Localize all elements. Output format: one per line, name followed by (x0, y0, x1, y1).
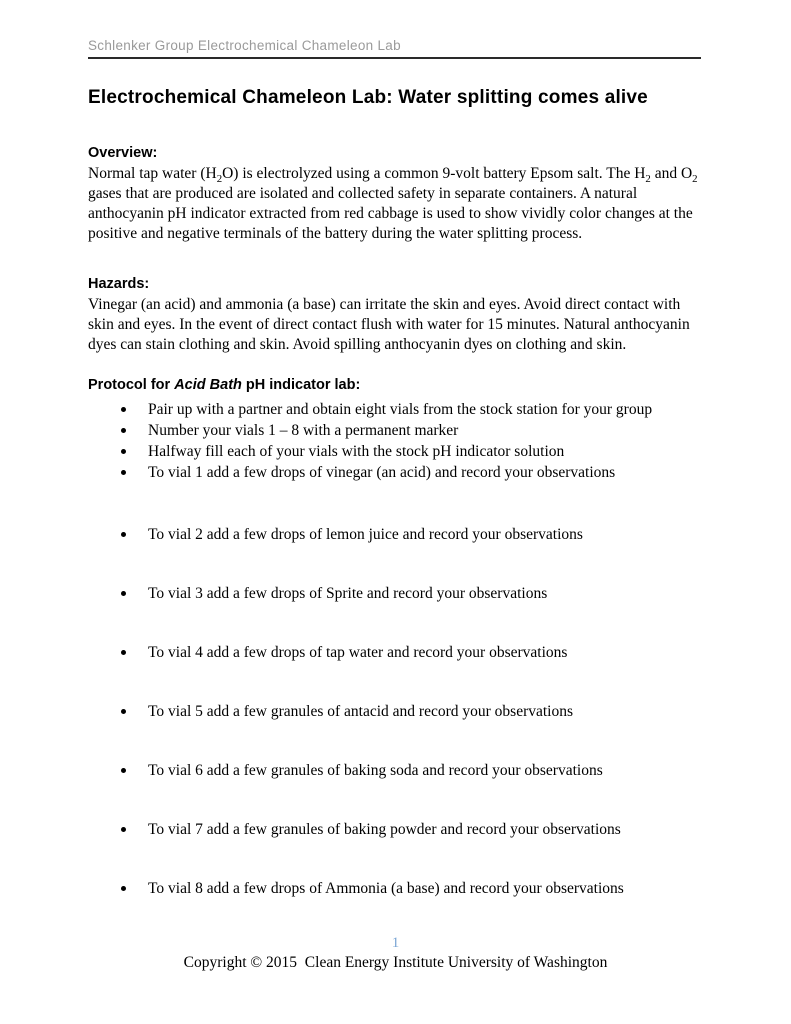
protocol-step: Halfway fill each of your vials with the stock pH indicator solution (148, 441, 701, 462)
header-rule (88, 57, 701, 59)
protocol-section (88, 377, 701, 899)
protocol-step: To vial 5 add a few granules of antacid and record your observations (148, 701, 701, 722)
page-footer (0, 934, 791, 973)
overview-section (88, 145, 701, 244)
protocol-step: Number your vials 1 – 8 with a permanent marker (148, 420, 701, 441)
overview-body: Normal tap water $(H_2O)$ is electrolyzed using a common 9-volt battery Epsom salt. The $H_2$ and $O_2$ gases that are produced are isolated and collected safety in separate containers. A natural anthocyanin pH indicator extracted from red cabbage is used to show vividly color changes at the positive and negative terminals of the battery during the water splitting process. (88, 165, 698, 242)
protocol-steps-list (88, 399, 701, 899)
overview-heading: Overview: (88, 145, 158, 161)
page-title: Electrochemical Chameleon Lab: Water splitting comes alive (88, 87, 648, 108)
protocol-step: Pair up with a partner and obtain eight vials from the stock station for your group (148, 399, 701, 420)
protocol-step: To vial 1 add a few drops of vinegar (an acid) and record your observations (148, 462, 701, 483)
copyright-text: Copyright © 2015 Clean Energy Institute University of Washington (183, 954, 608, 971)
hazards-body: Vinegar (an acid) and ammonia (a base) can irritate the skin and eyes. Avoid direct contact with skin and eyes. In the event of direct contact flush with water for 15 minutes. Natural anthocyanin dyes can stain clothing and skin. Avoid spilling anthocyanin dyes on clothing and skin. (88, 296, 690, 353)
running-header (88, 38, 701, 56)
running-header-text: Schlenker Group Electrochemical Chameleon Lab (88, 38, 401, 53)
protocol-step: To vial 8 add a few drops of Ammonia (a base) and record your observations (148, 878, 701, 899)
protocol-step: To vial 7 add a few granules of baking powder and record your observations (148, 819, 701, 840)
protocol-step: To vial 6 add a few granules of baking soda and record your observations (148, 760, 701, 781)
protocol-step: To vial 4 add a few drops of tap water and record your observations (148, 642, 701, 663)
protocol-step: To vial 2 add a few drops of lemon juice and record your observations (148, 524, 701, 545)
page-number: 1 (391, 935, 400, 951)
protocol-heading: Protocol for Acid Bath pH indicator lab: (88, 377, 361, 393)
hazards-heading: Hazards: (88, 276, 150, 292)
protocol-step: To vial 3 add a few drops of Sprite and record your observations (148, 583, 701, 604)
hazards-section (88, 276, 701, 355)
